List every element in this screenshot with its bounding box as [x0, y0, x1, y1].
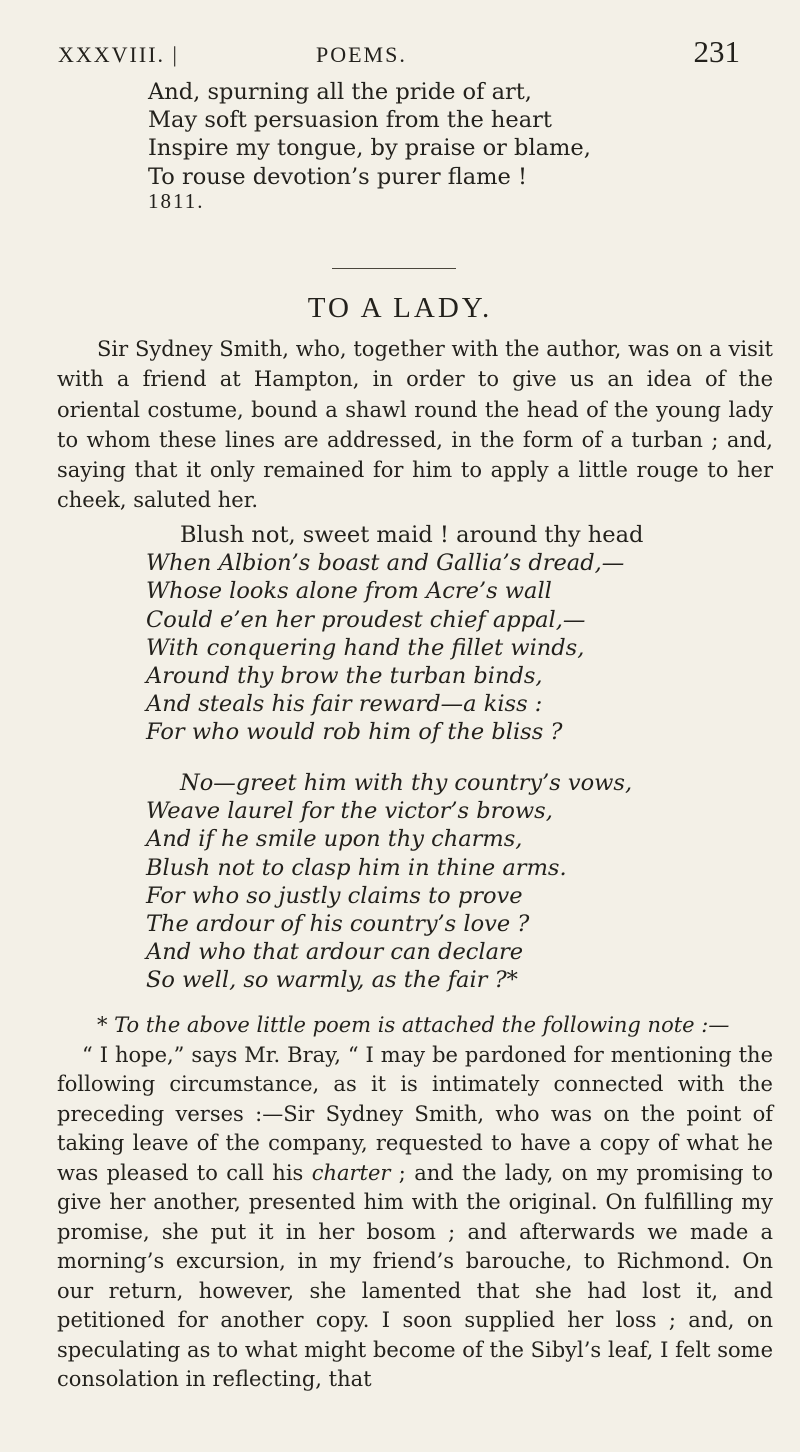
verse-line: Whose looks alone from Acre’s wall — [146, 578, 552, 605]
footnote-intro: * To the above little poem is attached the following note :— — [97, 1013, 730, 1037]
chapter-number: XXXVIII. | — [58, 42, 179, 67]
verse-line: And, spurning all the pride of art, — [148, 79, 532, 105]
verse-line: No—greet him with thy country’s vows, — [180, 770, 633, 796]
poem-title: TO A LADY. — [307, 292, 493, 324]
page-number: 231 — [693, 34, 740, 69]
stanza-2 — [146, 769, 632, 995]
footnote — [57, 1011, 773, 1395]
verse-line: And who that ardour can declare — [146, 939, 524, 966]
footnote-emphasis: charter — [311, 1160, 391, 1185]
footnote-text: “ I hope,” says Mr. Bray, “ I may be pardoned for mentioning the following circumstance, as it is intimately connected with the preceding verses :—Sir Sydney Smith, who was on the point of taking leave of the company, requested to have a copy of what he was pleased to call his — [57, 1042, 773, 1185]
verse-line: The ardour of his country’s love ? — [146, 910, 530, 937]
verse-line: For who would rob him of the bliss ? — [146, 719, 563, 746]
running-title: POEMS. — [316, 42, 407, 67]
verse-line: For who so justly claims to prove — [146, 882, 523, 909]
footnote-text-continued: ; and the lady, on my promising to give her another, presented him with the original. On fulfilling my promise, she put it in her bosom ; and afterwards we made a morning’s excursion, in my friend’s barouche, to Richmond. On our return, however, she lamented that she had lost it, and petitioned for another copy. I soon supplied her loss ; and, on speculating as to what might become of the Sibyl’s leaf, I felt some consolation in reflecting, that — [57, 1160, 774, 1391]
verse-line: Around thy brow the turban binds, — [146, 662, 543, 689]
footnote-body — [57, 1041, 773, 1395]
verse-line: Blush not, sweet maid ! around thy head — [180, 522, 644, 548]
section-divider — [332, 268, 456, 269]
verse-line: So well, so warmly, as the fair ?* — [146, 967, 518, 994]
verse-line: When Albion’s boast and Gallia’s dread,— — [146, 550, 625, 577]
verse-line: To rouse devotion’s purer flame ! — [148, 163, 528, 190]
poem-introduction: Sir Sydney Smith, who, together with the author, was on a visit with a friend at Hampton, in order to give us an idea of the oriental costume, bound a shawl round the head of the young lady to whom these lines are addressed, in the form of a turban ; and, saying that it only remained for him to apply a little rouge to her cheek, saluted her. — [57, 337, 773, 513]
stanza-1 — [146, 521, 643, 747]
verse-line: And if he smile upon thy charms, — [146, 826, 523, 853]
verse-line: Weave laurel for the victor’s brows, — [146, 798, 553, 825]
poem-date: 1811. — [148, 189, 205, 213]
verse-line: Inspire my tongue, by praise or blame, — [148, 135, 591, 162]
verse-line: Could e’en her proudest chief appal,— — [146, 606, 586, 633]
verse-line: May soft persuasion from the heart — [148, 107, 552, 134]
running-head — [58, 34, 740, 78]
previous-poem-ending — [148, 78, 591, 191]
verse-line: And steals his fair reward—a kiss : — [146, 691, 543, 718]
verse-line: Blush not to clasp him in thine arms. — [146, 854, 567, 881]
verse-line: With conquering hand the fillet winds, — [146, 634, 585, 661]
